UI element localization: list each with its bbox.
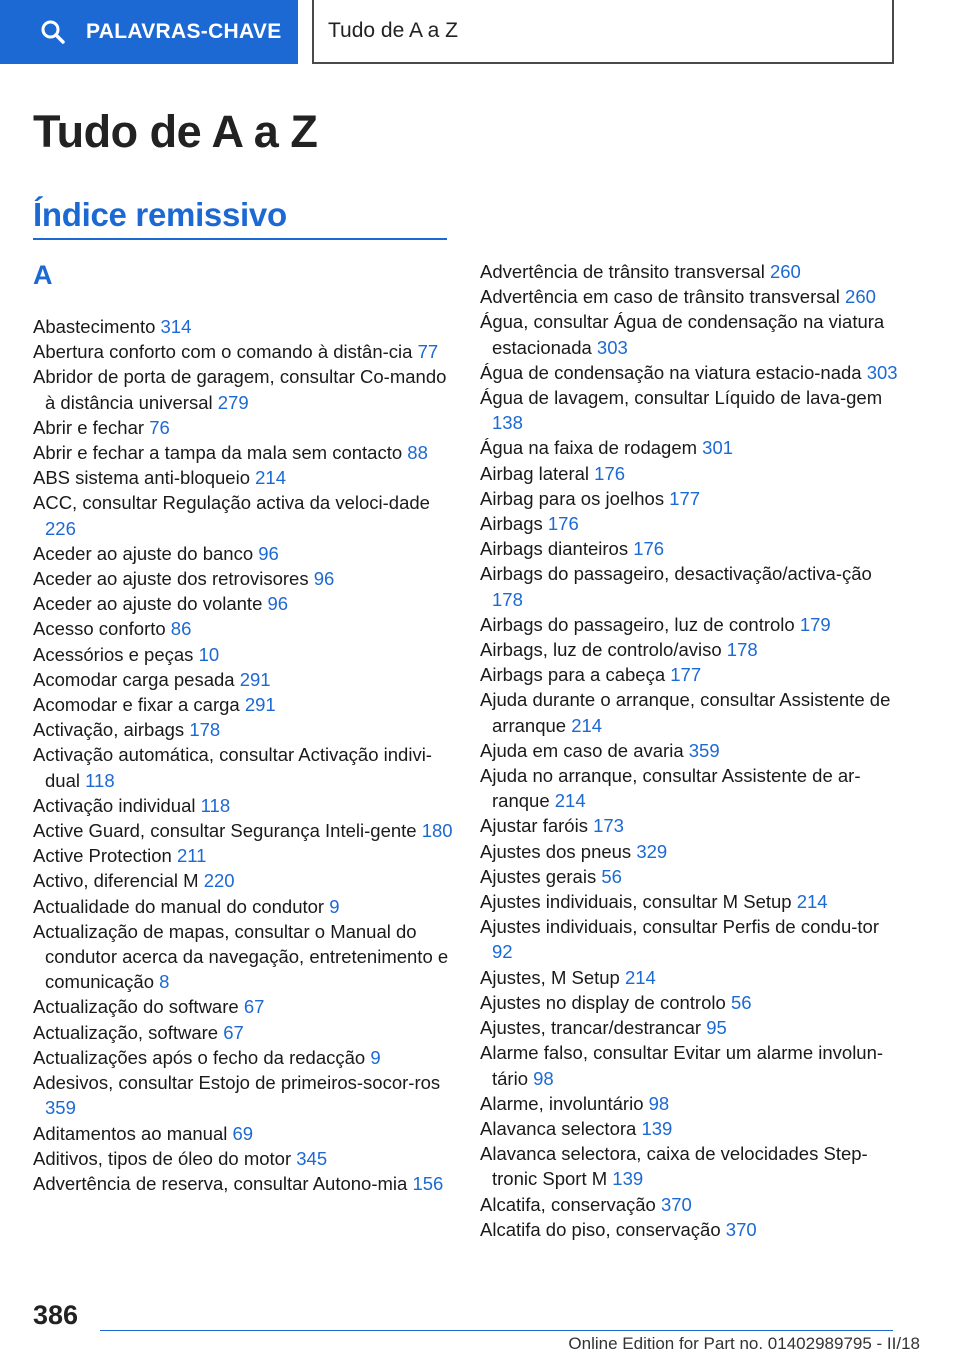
index-entry	[33, 566, 453, 591]
index-entry-text: Airbags do passageiro, luz de controlo	[480, 613, 795, 635]
index-entry	[480, 763, 900, 813]
index-page-link[interactable]: 9	[370, 1046, 381, 1068]
index-entry-text: Água na faixa de rodagem	[480, 437, 698, 459]
index-entry	[480, 360, 900, 385]
index-page-link[interactable]: 8	[159, 971, 170, 993]
index-entry-text: Água de lavagem, consultar Líquido de lava-gem	[480, 387, 883, 409]
index-page-link[interactable]: 139	[641, 1117, 673, 1139]
index-entry-text: Advertência de trânsito transversal	[480, 261, 765, 282]
index-entry	[480, 1116, 900, 1141]
index-page-link[interactable]: 214	[255, 467, 286, 489]
index-entry-text: Ajustes dos pneus	[480, 840, 632, 862]
index-entry-text: Activo, diferencial M	[33, 870, 199, 892]
index-page-link[interactable]: 226	[45, 517, 76, 539]
index-entry-text: Alarme falso, consultar Evitar um alarme involun-tário	[480, 1042, 884, 1089]
index-entry-text: Ajuda durante o arranque, consultar Assistente de arranque	[480, 689, 891, 736]
index-entry-text: Abrir e fechar	[33, 416, 145, 438]
index-entry	[33, 667, 453, 692]
index-entry	[480, 864, 900, 889]
index-page-link[interactable]: 69	[232, 1122, 254, 1144]
index-page-link[interactable]: 96	[267, 593, 289, 615]
section-divider	[33, 238, 447, 240]
index-page-link[interactable]: 291	[239, 668, 271, 690]
index-page-link[interactable]: 329	[636, 840, 668, 862]
index-entry	[480, 536, 900, 561]
index-entry	[33, 1171, 453, 1196]
index-entry	[33, 541, 453, 566]
index-page-link[interactable]: 139	[612, 1168, 644, 1190]
index-page-link[interactable]: 92	[492, 941, 513, 963]
index-page-link[interactable]: 176	[633, 538, 665, 560]
index-entry	[480, 662, 900, 687]
index-page-link[interactable]: 345	[296, 1147, 328, 1169]
index-entry	[33, 490, 453, 540]
index-page-link[interactable]: 220	[203, 870, 235, 892]
keywords-button[interactable]	[0, 0, 298, 64]
index-entry-text: Advertência em caso de trânsito transversal	[480, 286, 840, 308]
index-page-link[interactable]: 177	[669, 487, 701, 509]
index-page-link[interactable]: 214	[554, 790, 586, 812]
index-entry	[480, 259, 900, 284]
index-page-link[interactable]: 77	[417, 341, 439, 363]
index-entry	[33, 1045, 453, 1070]
index-entry-text: Adesivos, consultar Estojo de primeiros-socor-ros	[33, 1072, 441, 1094]
index-entry-text: Ajustes individuais, consultar M Setup	[480, 891, 792, 913]
index-entry	[480, 385, 900, 435]
index-entry-text: Airbags dianteiros	[480, 538, 629, 560]
index-entry-text: Aditivos, tipos de óleo do motor	[33, 1147, 292, 1169]
index-entry-text: Ajuda em caso de avaria	[480, 739, 684, 761]
index-entry	[33, 692, 453, 717]
index-page-link[interactable]: 177	[670, 664, 702, 686]
index-page-link[interactable]: 86	[170, 618, 192, 640]
index-entry-text: Água, consultar Água de condensação na viatura estacionada	[480, 311, 885, 358]
index-entry-text: Airbag para os joelhos	[480, 487, 665, 509]
index-page-link[interactable]: 260	[845, 286, 876, 308]
index-entry	[480, 839, 900, 864]
index-entry	[480, 561, 900, 611]
index-entry-text: Acessórios e peças	[33, 643, 194, 665]
index-entry	[480, 738, 900, 763]
index-page-link[interactable]: 179	[799, 613, 831, 635]
index-entry-text: Actualizações após o fecho da redacção	[33, 1046, 366, 1068]
index-entry	[480, 486, 900, 511]
index-entry	[480, 1040, 900, 1090]
index-entry-text: ABS sistema anti-bloqueio	[33, 467, 250, 489]
index-entry	[33, 793, 453, 818]
index-entry	[33, 717, 453, 742]
index-entry-text: Airbags do passageiro, desactivação/activa-ção	[480, 563, 872, 585]
index-entry-text: Aceder ao ajuste dos retrovisores	[33, 568, 309, 590]
index-entry-text: Alcatifa, conservação	[480, 1193, 656, 1215]
index-entry	[33, 742, 453, 792]
index-page-link[interactable]: 214	[571, 714, 603, 736]
index-letter-heading: A	[33, 260, 53, 290]
index-entry-text: Ajuda no arranque, consultar Assistente de ar-ranque	[480, 765, 861, 812]
index-page-link[interactable]: 173	[593, 815, 624, 837]
index-page-link[interactable]: 303	[866, 361, 898, 383]
index-entry	[480, 1192, 900, 1217]
index-page-link[interactable]: 156	[412, 1172, 444, 1194]
index-entry	[33, 843, 453, 868]
index-entry	[480, 914, 900, 964]
index-entry-text: Abridor de porta de garagem, consultar Co-mando à distância universal	[33, 366, 447, 413]
index-page-link[interactable]: 291	[244, 694, 276, 716]
footer-divider	[100, 1330, 893, 1331]
index-entry	[480, 687, 900, 737]
index-page-link[interactable]: 359	[688, 739, 720, 761]
index-entry-text: Acomodar e fixar a carga	[33, 694, 240, 716]
footer-edition-text: Online Edition for Part no. 01402989795 - II/18	[568, 1334, 920, 1353]
index-page-link[interactable]: 56	[601, 865, 622, 887]
index-entry	[480, 1141, 900, 1191]
index-entry-text: Active Protection	[33, 845, 172, 867]
index-entry-text: Aditamentos ao manual	[33, 1122, 228, 1144]
index-entry-text: Acesso conforto	[33, 618, 166, 640]
index-page-link[interactable]: 370	[725, 1218, 757, 1240]
index-entry	[33, 994, 453, 1019]
index-entry	[33, 364, 453, 414]
index-entry-text: Alavanca selectora, caixa de velocidades Step-tronic Sport M	[480, 1143, 868, 1190]
index-entry	[480, 1091, 900, 1116]
index-entry-text: Airbags, luz de controlo/aviso	[480, 639, 722, 661]
index-entry	[480, 511, 900, 536]
index-entry	[33, 868, 453, 893]
index-page-link[interactable]: 260	[769, 261, 801, 282]
index-entry-text: Ajustar faróis	[480, 815, 588, 837]
index-entry	[33, 1121, 453, 1146]
index-page-link[interactable]: 279	[217, 391, 249, 413]
index-entry-text: Actualização, software	[33, 1021, 219, 1043]
index-page-link[interactable]: 178	[726, 639, 758, 661]
index-entry-text: Activação automática, consultar Activação indivi-dual	[33, 744, 432, 791]
index-entry-text: Abastecimento	[33, 316, 156, 337]
index-entry-text: Ajustes, trancar/destrancar	[480, 1017, 702, 1039]
index-entry	[480, 435, 900, 460]
page-title: Tudo de A a Z	[33, 106, 318, 157]
index-entry	[33, 642, 453, 667]
index-entry-text: Activação individual	[33, 794, 196, 816]
index-entry	[33, 440, 453, 465]
index-column-left	[33, 314, 453, 1196]
index-entry	[480, 813, 900, 838]
index-entry-text: Acomodar carga pesada	[33, 668, 235, 690]
index-entry	[480, 990, 900, 1015]
index-entry-text: Activação, airbags	[33, 719, 185, 741]
index-entry	[33, 818, 453, 843]
index-page-link[interactable]: 88	[407, 442, 428, 464]
index-entry-text: Actualização de mapas, consultar o Manual do condutor acerca da navegação, entretenimento e comunicação	[33, 920, 449, 993]
breadcrumb[interactable]: Tudo de A a Z	[312, 0, 894, 64]
page-number: 386	[33, 1300, 79, 1330]
index-entry-text: Aceder ao ajuste do volante	[33, 593, 263, 615]
index-entry	[480, 889, 900, 914]
index-page-link[interactable]: 370	[660, 1193, 692, 1215]
index-entry	[480, 284, 900, 309]
index-entry	[480, 965, 900, 990]
index-page-link[interactable]: 95	[706, 1017, 727, 1039]
index-entry	[33, 919, 453, 995]
index-entry	[33, 1020, 453, 1045]
index-entry	[33, 894, 453, 919]
search-icon	[40, 19, 66, 45]
index-page-link[interactable]: 178	[492, 588, 523, 610]
index-page-link[interactable]: 67	[243, 996, 265, 1018]
index-page-link[interactable]: 214	[624, 966, 656, 988]
index-page-link[interactable]: 76	[149, 416, 170, 438]
index-page-link[interactable]: 98	[648, 1092, 670, 1114]
index-entry	[480, 1015, 900, 1040]
index-page-link[interactable]: 96	[313, 568, 335, 590]
index-page-link[interactable]: 303	[596, 336, 628, 358]
index-page-link[interactable]: 314	[160, 316, 192, 337]
index-page-link[interactable]: 67	[223, 1021, 244, 1043]
index-entry-text: Água de condensação na viatura estacio-nada	[480, 361, 862, 383]
index-page-link[interactable]: 138	[492, 412, 523, 434]
index-page-link[interactable]: 98	[533, 1067, 554, 1089]
index-entry	[33, 465, 453, 490]
index-entry-text: Airbags	[480, 513, 543, 535]
index-entry-text: Advertência de reserva, consultar Autono-mia	[33, 1172, 408, 1194]
index-entry-text: Ajustes no display de controlo	[480, 991, 726, 1013]
index-page-link[interactable]: 118	[85, 769, 115, 791]
index-entry-text: Alarme, involuntário	[480, 1092, 644, 1114]
index-column-right	[480, 259, 900, 1242]
index-entry-text: Alavanca selectora	[480, 1117, 637, 1139]
index-page-link[interactable]: 176	[547, 513, 579, 535]
index-entry-text: Airbag lateral	[480, 462, 590, 484]
top-navigation-bar	[0, 0, 960, 66]
index-page-link[interactable]: 96	[258, 542, 279, 564]
index-entry	[480, 309, 900, 359]
index-entry-text: ACC, consultar Regulação activa da veloci-dade	[33, 492, 430, 514]
index-page-link[interactable]: 359	[45, 1097, 76, 1119]
index-entry-text: Alcatifa do piso, conservação	[480, 1218, 721, 1240]
index-entry	[33, 1070, 453, 1120]
index-entry	[480, 461, 900, 486]
index-entry	[480, 1217, 900, 1242]
index-page-link[interactable]: 118	[200, 794, 231, 816]
index-page-link[interactable]: 214	[796, 891, 828, 913]
section-title: Índice remissivo	[33, 196, 287, 233]
index-entry-text: Active Guard, consultar Segurança Inteli-gente	[33, 820, 417, 842]
index-entry	[33, 314, 453, 339]
index-entry-text: Abertura conforto com o comando à distân-cia	[33, 341, 413, 363]
index-page-link[interactable]: 176	[594, 462, 626, 484]
index-entry	[33, 591, 453, 616]
index-entry-text: Actualidade do manual do condutor	[33, 895, 325, 917]
index-page-link[interactable]: 10	[198, 643, 220, 665]
index-entry	[480, 637, 900, 662]
index-page-link[interactable]: 9	[329, 895, 340, 917]
index-entry-text: Actualização do software	[33, 996, 239, 1018]
index-page-link[interactable]: 301	[702, 437, 734, 459]
index-entry-text: Ajustes, M Setup	[480, 966, 620, 988]
index-entry	[33, 415, 453, 440]
index-entry-text: Aceder ao ajuste do banco	[33, 542, 254, 564]
index-entry	[33, 339, 453, 364]
index-entry-text: Ajustes individuais, consultar Perfis de condu-tor	[480, 916, 879, 938]
index-entry	[33, 1146, 453, 1171]
index-page-link[interactable]: 178	[189, 719, 221, 741]
index-entry-text: Airbags para a cabeça	[480, 664, 666, 686]
index-entry	[480, 612, 900, 637]
index-page-link[interactable]: 180	[421, 820, 453, 842]
index-entry-text: Abrir e fechar a tampa da mala sem contacto	[33, 442, 403, 464]
index-entry-text: Ajustes gerais	[480, 865, 597, 887]
index-entry	[33, 616, 453, 641]
index-page-link[interactable]: 211	[176, 845, 207, 867]
keywords-button-label: PALAVRAS-CHAVE	[86, 20, 282, 43]
index-page-link[interactable]: 56	[730, 991, 752, 1013]
